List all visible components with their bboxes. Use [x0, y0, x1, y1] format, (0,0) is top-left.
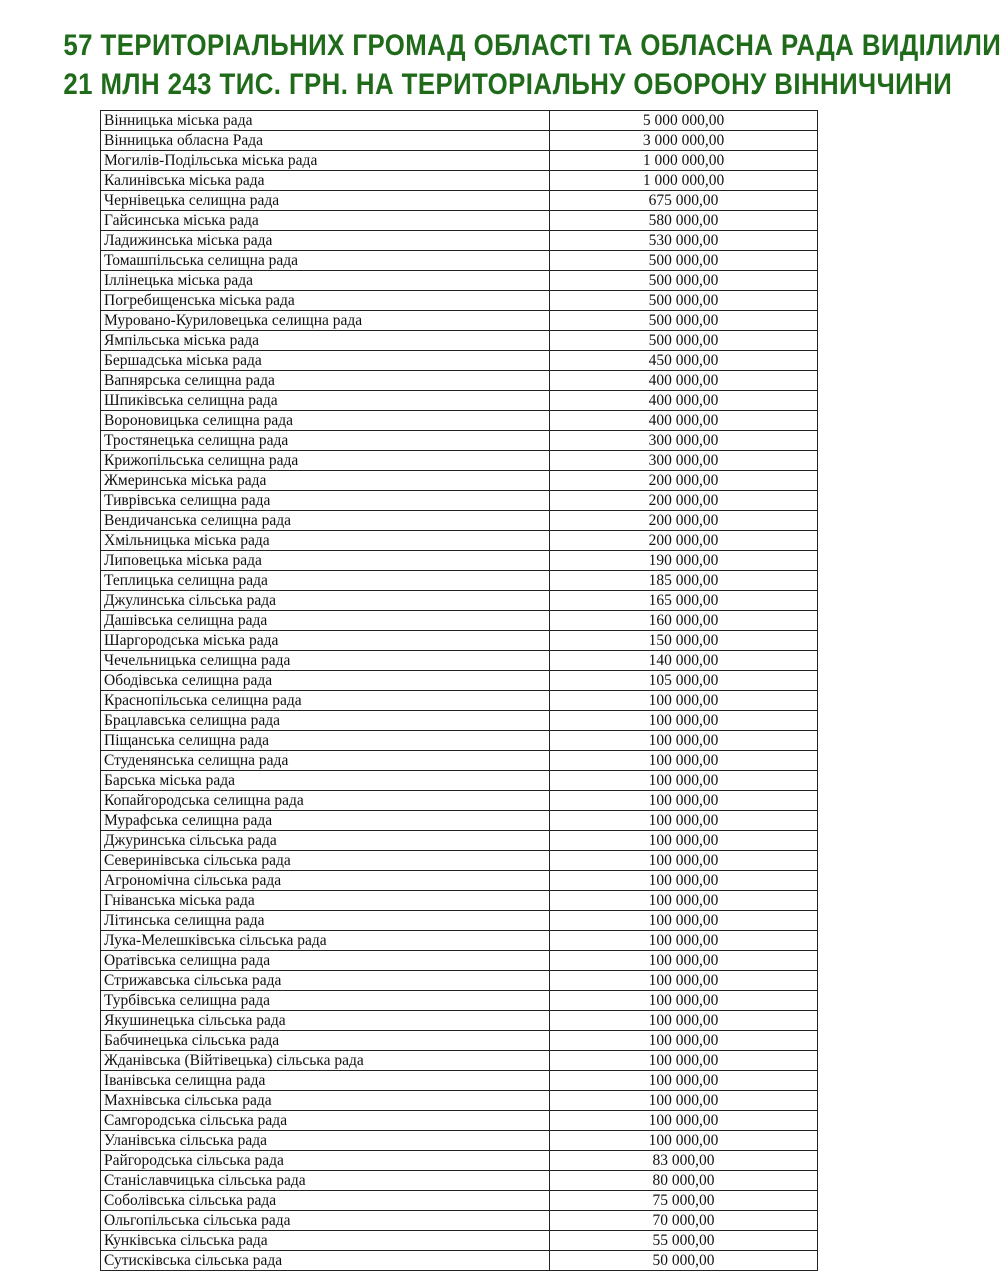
community-name-cell: Мурафська селищна рада — [101, 811, 550, 831]
table-row — [101, 331, 818, 351]
community-name-cell: Дашівська селищна рада — [101, 611, 550, 631]
table-row — [101, 1071, 818, 1091]
amount-cell: 160 000,00 — [550, 611, 818, 631]
table-row — [101, 371, 818, 391]
amount-cell: 100 000,00 — [550, 831, 818, 851]
amount-cell: 1 000 000,00 — [550, 151, 818, 171]
table-row — [101, 1231, 818, 1251]
amount-cell: 50 000,00 — [550, 1251, 818, 1271]
amount-cell: 450 000,00 — [550, 351, 818, 371]
community-name-cell: Махнівська сільська рада — [101, 1091, 550, 1111]
amount-cell: 83 000,00 — [550, 1151, 818, 1171]
amount-cell: 100 000,00 — [550, 891, 818, 911]
amount-cell: 100 000,00 — [550, 1071, 818, 1091]
amount-cell: 100 000,00 — [550, 791, 818, 811]
table-row — [101, 651, 818, 671]
community-name-cell: Могилів-Подільська міська рада — [101, 151, 550, 171]
table-row — [101, 311, 818, 331]
community-name-cell: Агрономічна сільська рада — [101, 871, 550, 891]
amount-cell: 580 000,00 — [550, 211, 818, 231]
table-row — [101, 211, 818, 231]
table-row — [101, 1091, 818, 1111]
community-name-cell: Чечельницька селищна рада — [101, 651, 550, 671]
community-name-cell: Якушинецька сільська рада — [101, 1011, 550, 1031]
table-body — [101, 111, 818, 1271]
amount-cell: 100 000,00 — [550, 1111, 818, 1131]
community-name-cell: Літинська селищна рада — [101, 911, 550, 931]
table-row — [101, 351, 818, 371]
table-row — [101, 271, 818, 291]
community-name-cell: Ободівська селищна рада — [101, 671, 550, 691]
community-name-cell: Піщанська селищна рада — [101, 731, 550, 751]
amount-cell: 500 000,00 — [550, 271, 818, 291]
amount-cell: 100 000,00 — [550, 1091, 818, 1111]
table-row — [101, 1251, 818, 1271]
table-row — [101, 911, 818, 931]
table-row — [101, 671, 818, 691]
amount-cell: 100 000,00 — [550, 1031, 818, 1051]
community-name-cell: Оратівська селищна рада — [101, 951, 550, 971]
amount-cell: 500 000,00 — [550, 291, 818, 311]
amount-cell: 80 000,00 — [550, 1171, 818, 1191]
table-row — [101, 451, 818, 471]
amount-cell: 100 000,00 — [550, 771, 818, 791]
amount-cell: 500 000,00 — [550, 331, 818, 351]
table-row — [101, 751, 818, 771]
community-name-cell: Ольгопільська сільська рада — [101, 1211, 550, 1231]
table-row — [101, 171, 818, 191]
amount-cell: 100 000,00 — [550, 851, 818, 871]
table-row — [101, 1211, 818, 1231]
amount-cell: 105 000,00 — [550, 671, 818, 691]
community-name-cell: Соболівська сільська рада — [101, 1191, 550, 1211]
community-name-cell: Краснопільська селищна рада — [101, 691, 550, 711]
table-row — [101, 811, 818, 831]
community-name-cell: Джуринська сільська рада — [101, 831, 550, 851]
amount-cell: 400 000,00 — [550, 371, 818, 391]
table-row — [101, 631, 818, 651]
community-name-cell: Станіславчицька сільська рада — [101, 1171, 550, 1191]
amount-cell: 1 000 000,00 — [550, 171, 818, 191]
community-name-cell: Шаргородська міська рада — [101, 631, 550, 651]
table-row — [101, 871, 818, 891]
amount-cell: 185 000,00 — [550, 571, 818, 591]
table-row — [101, 491, 818, 511]
table-row — [101, 591, 818, 611]
title-line-2: 21 МЛН 243 ТИС. ГРН. НА ТЕРИТОРІАЛЬНУ ОБОРОНУ ВІННИЧЧИНИ — [63, 68, 953, 101]
table-row — [101, 711, 818, 731]
table-row — [101, 791, 818, 811]
community-name-cell: Іллінецька міська рада — [101, 271, 550, 291]
community-name-cell: Бершадська міська рада — [101, 351, 550, 371]
table-row — [101, 131, 818, 151]
table-row — [101, 931, 818, 951]
community-name-cell: Тиврівська селищна рада — [101, 491, 550, 511]
table-row — [101, 851, 818, 871]
table-row — [101, 971, 818, 991]
table-row — [101, 431, 818, 451]
community-name-cell: Липовецька міська рада — [101, 551, 550, 571]
community-name-cell: Вінницька міська рада — [101, 111, 550, 131]
amount-cell: 200 000,00 — [550, 511, 818, 531]
community-name-cell: Жданівська (Війтівецька) сільська рада — [101, 1051, 550, 1071]
amount-cell: 70 000,00 — [550, 1211, 818, 1231]
community-name-cell: Іванівська селищна рада — [101, 1071, 550, 1091]
table-row — [101, 551, 818, 571]
community-name-cell: Лука-Мелешківська сільська рада — [101, 931, 550, 951]
amount-cell: 100 000,00 — [550, 931, 818, 951]
table-row — [101, 831, 818, 851]
table-row — [101, 1051, 818, 1071]
community-name-cell: Сутисківська сільська рада — [101, 1251, 550, 1271]
table-row — [101, 151, 818, 171]
amount-cell: 400 000,00 — [550, 411, 818, 431]
community-name-cell: Гніванська міська рада — [101, 891, 550, 911]
amount-cell: 100 000,00 — [550, 1011, 818, 1031]
table-row — [101, 251, 818, 271]
table-row — [101, 1031, 818, 1051]
community-name-cell: Вороновицька селищна рада — [101, 411, 550, 431]
table-row — [101, 691, 818, 711]
amount-cell: 100 000,00 — [550, 691, 818, 711]
table-row — [101, 1171, 818, 1191]
community-name-cell: Вінницька обласна Рада — [101, 131, 550, 151]
amount-cell: 200 000,00 — [550, 491, 818, 511]
community-name-cell: Райгородська сільська рада — [101, 1151, 550, 1171]
amount-cell: 100 000,00 — [550, 711, 818, 731]
amount-cell: 100 000,00 — [550, 1051, 818, 1071]
community-name-cell: Брацлавська селищна рада — [101, 711, 550, 731]
table-row — [101, 991, 818, 1011]
table-row — [101, 391, 818, 411]
table-row — [101, 291, 818, 311]
community-name-cell: Тростянецька селищна рада — [101, 431, 550, 451]
community-name-cell: Томашпільська селищна рада — [101, 251, 550, 271]
community-name-cell: Ямпільська міська рада — [101, 331, 550, 351]
table-row — [101, 891, 818, 911]
amount-cell: 75 000,00 — [550, 1191, 818, 1211]
community-name-cell: Чернівецька селищна рада — [101, 191, 550, 211]
community-name-cell: Теплицька селищна рада — [101, 571, 550, 591]
community-name-cell: Бабчинецька сільська рада — [101, 1031, 550, 1051]
table-row — [101, 611, 818, 631]
community-name-cell: Ладижинська міська рада — [101, 231, 550, 251]
amount-cell: 675 000,00 — [550, 191, 818, 211]
amount-cell: 190 000,00 — [550, 551, 818, 571]
amount-cell: 530 000,00 — [550, 231, 818, 251]
table-row — [101, 511, 818, 531]
table-row — [101, 771, 818, 791]
amount-cell: 500 000,00 — [550, 251, 818, 271]
amount-cell: 3 000 000,00 — [550, 131, 818, 151]
amount-cell: 5 000 000,00 — [550, 111, 818, 131]
community-name-cell: Вапнярська селищна рада — [101, 371, 550, 391]
community-name-cell: Джулинська сільська рада — [101, 591, 550, 611]
table-row — [101, 1151, 818, 1171]
amount-cell: 150 000,00 — [550, 631, 818, 651]
table-row — [101, 951, 818, 971]
table-row — [101, 1131, 818, 1151]
table-row — [101, 471, 818, 491]
community-name-cell: Турбівська селищна рада — [101, 991, 550, 1011]
amount-cell: 100 000,00 — [550, 971, 818, 991]
community-name-cell: Шпиківська селищна рада — [101, 391, 550, 411]
community-name-cell: Погребищенська міська рада — [101, 291, 550, 311]
amount-cell: 400 000,00 — [550, 391, 818, 411]
table-row — [101, 571, 818, 591]
amount-cell: 55 000,00 — [550, 1231, 818, 1251]
table-row — [101, 1011, 818, 1031]
amount-cell: 140 000,00 — [550, 651, 818, 671]
community-name-cell: Копайгородська селищна рада — [101, 791, 550, 811]
community-name-cell: Гайсинська міська рада — [101, 211, 550, 231]
table-row — [101, 531, 818, 551]
community-name-cell: Муровано-Куриловецька селищна рада — [101, 311, 550, 331]
table-row — [101, 411, 818, 431]
community-name-cell: Студенянська селищна рада — [101, 751, 550, 771]
table-row — [101, 1111, 818, 1131]
community-name-cell: Хмільницька міська рада — [101, 531, 550, 551]
community-name-cell: Вендичанська селищна рада — [101, 511, 550, 531]
amount-cell: 100 000,00 — [550, 911, 818, 931]
amount-cell: 100 000,00 — [550, 951, 818, 971]
community-name-cell: Кунківська сільська рада — [101, 1231, 550, 1251]
community-name-cell: Барська міська рада — [101, 771, 550, 791]
amount-cell: 300 000,00 — [550, 451, 818, 471]
amount-cell: 100 000,00 — [550, 871, 818, 891]
table-row — [101, 731, 818, 751]
amount-cell: 165 000,00 — [550, 591, 818, 611]
amount-cell: 200 000,00 — [550, 531, 818, 551]
community-name-cell: Крижопільська селищна рада — [101, 451, 550, 471]
amount-cell: 300 000,00 — [550, 431, 818, 451]
amount-cell: 200 000,00 — [550, 471, 818, 491]
community-name-cell: Уланівська сільська рада — [101, 1131, 550, 1151]
community-name-cell: Калинівська міська рада — [101, 171, 550, 191]
amount-cell: 100 000,00 — [550, 811, 818, 831]
table-row — [101, 231, 818, 251]
amount-cell: 100 000,00 — [550, 1131, 818, 1151]
amount-cell: 100 000,00 — [550, 731, 818, 751]
community-name-cell: Стрижавська сільська рада — [101, 971, 550, 991]
allocations-table — [100, 110, 818, 1271]
table-row — [101, 191, 818, 211]
community-name-cell: Самгородська сільська рада — [101, 1111, 550, 1131]
amount-cell: 100 000,00 — [550, 751, 818, 771]
table-row — [101, 111, 818, 131]
community-name-cell: Северинівська сільська рада — [101, 851, 550, 871]
amount-cell: 500 000,00 — [550, 311, 818, 331]
page-title — [63, 26, 1001, 104]
amount-cell: 100 000,00 — [550, 991, 818, 1011]
community-name-cell: Жмеринська міська рада — [101, 471, 550, 491]
table-row — [101, 1191, 818, 1211]
title-line-1: 57 ТЕРИТОРІАЛЬНИХ ГРОМАД ОБЛАСТІ ТА ОБЛАСНА РАДА ВИДІЛИЛИ — [63, 29, 1001, 62]
